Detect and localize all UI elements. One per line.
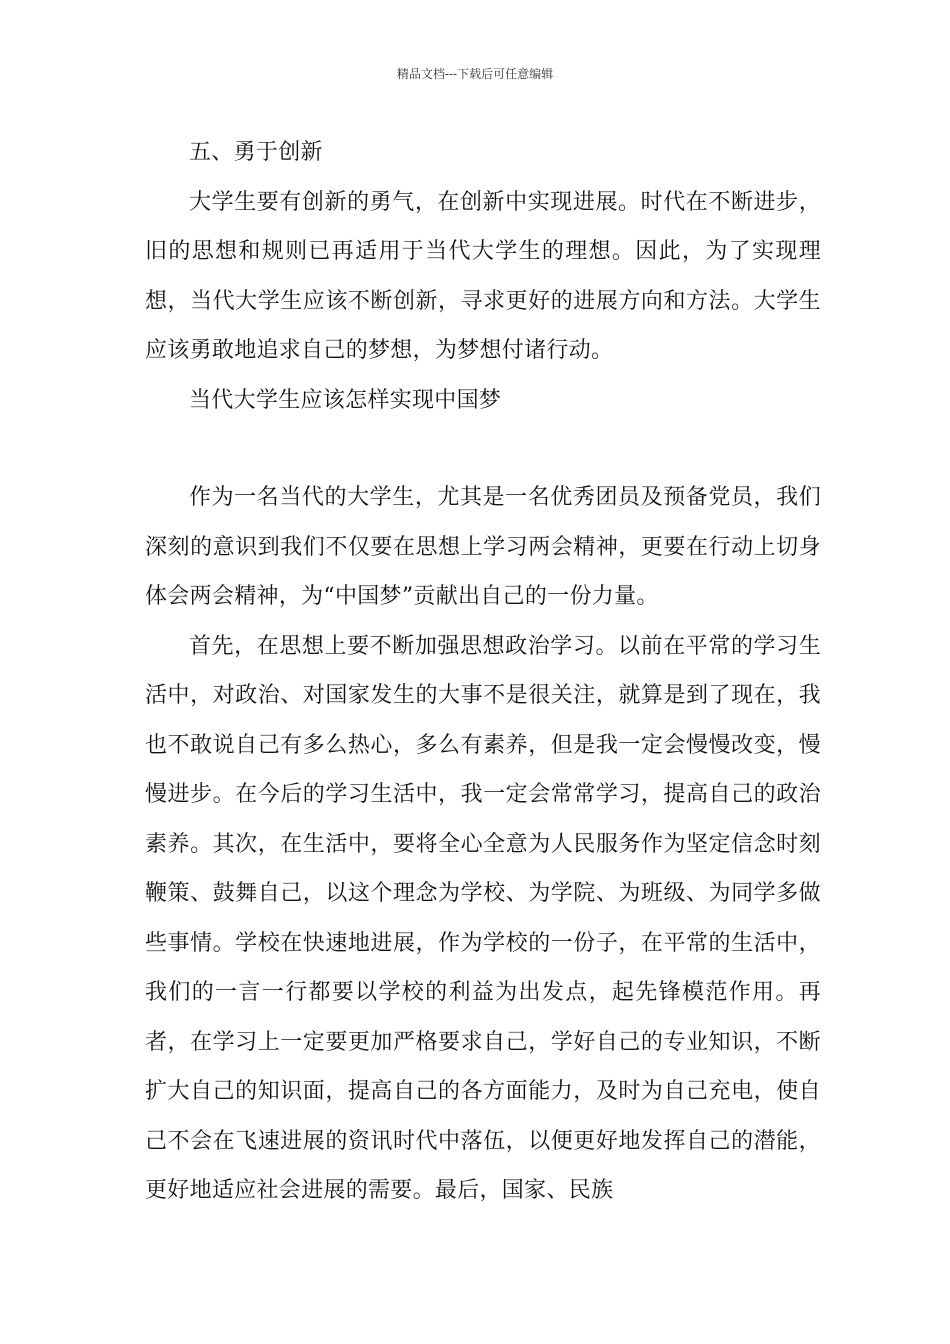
- blank-line: [145, 425, 821, 473]
- section-heading: 五、勇于创新: [189, 140, 323, 165]
- section-paragraph: 大学生要有创新的勇气，在创新中实现进展。时代在不断进步，旧的思想和规则已再适用于当代大学生的理想。因此，为了实现理想，当代大学生应该不断创新，寻求更好的进展方向和方法。大学生应该勇敢地追求自己的梦想，为梦想付诸行动。: [145, 189, 821, 363]
- article-paragraph-1: 作为一名当代的大学生，尤其是一名优秀团员及预备党员，我们深刻的意识到我们不仅要在思想上学习两会精神，更要在行动上切身体会两会精神，为“中国梦”贡献出自己的一份力量。: [145, 485, 821, 609]
- page-header: 精品文档---下载后可任意编辑: [396, 67, 554, 81]
- document-body: [145, 128, 821, 1216]
- article-paragraph-2: 首先，在思想上要不断加强思想政治学习。以前在平常的学习生活中，对政治、对国家发生的大事不是很关注，就算是到了现在，我也不敢说自己有多么热心，多么有素养，但是我一定会慢慢改变，慢慢进步。在今后的学习生活中，我一定会常常学习，提高自己的政治素养。其次，在生活中，要将全心全意为人民服务作为坚定信念时刻鞭策、鼓舞自己，以这个理念为学校、为学院、为班级、为同学多做些事情。学校在快速地进展，作为学校的一份子，在平常的生活中，我们的一言一行都要以学校的利益为出发点，起先锋模范作用。再者，在学习上一定要更加严格要求自己，学好自己的专业知识，不断扩大自己的知识面，提高自己的各方面能力，及时为自己充电，使自己不会在飞速进展的资讯时代中落伍，以便更好地发挥自己的潜能，更好地适应社会进展的需要。最后，国家、民族: [145, 633, 821, 1203]
- article-title: 当代大学生应该怎样实现中国梦: [189, 387, 502, 413]
